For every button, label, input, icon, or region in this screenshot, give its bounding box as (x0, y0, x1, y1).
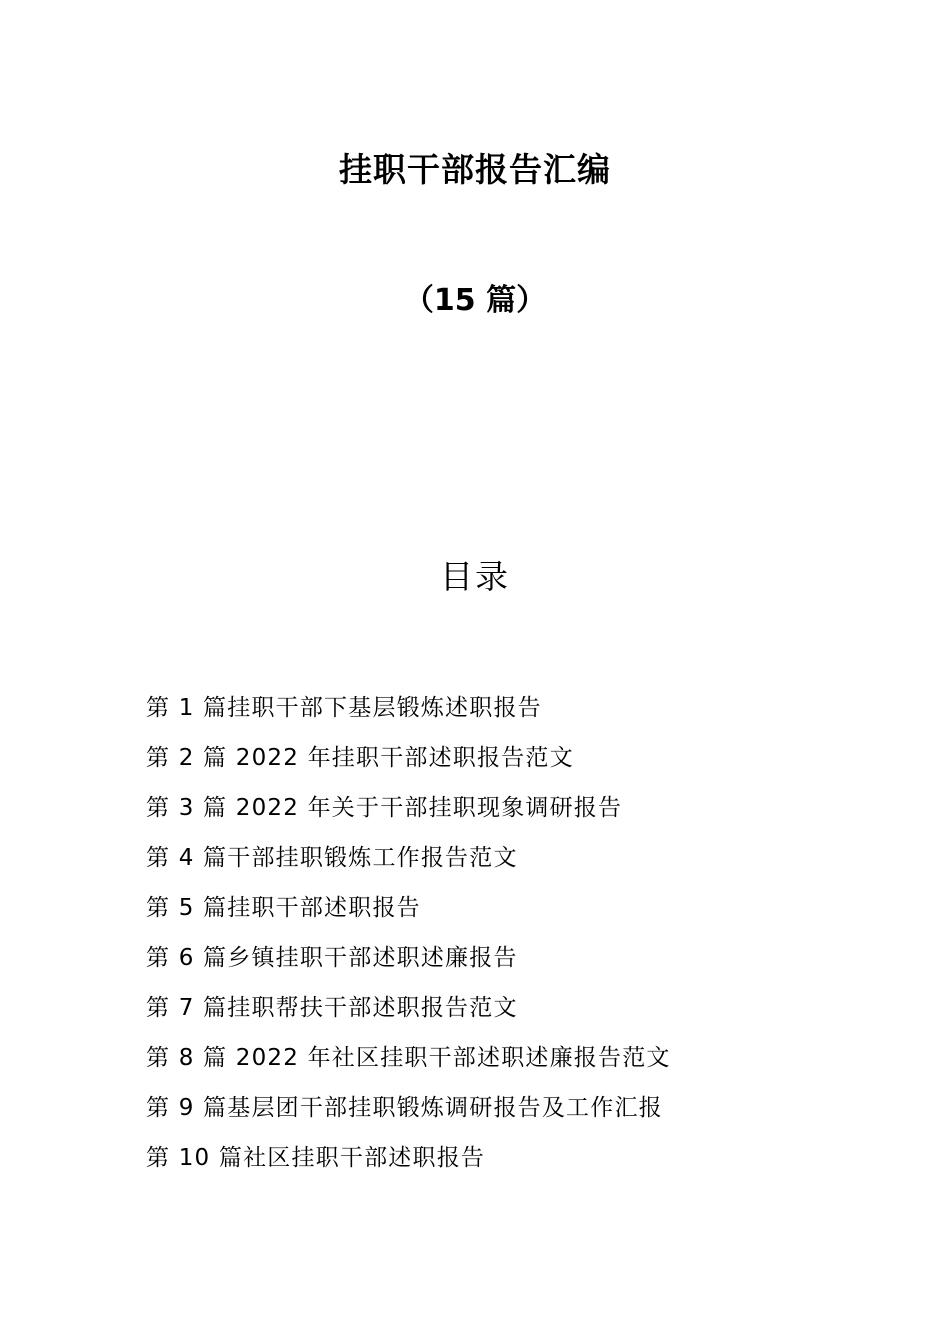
document-subtitle: （15 篇） (403, 283, 547, 318)
table-of-contents (146, 690, 671, 1190)
document-title: 挂职干部报告汇编 (339, 150, 611, 189)
toc-item: 第 6 篇乡镇挂职干部述职述廉报告 (146, 945, 518, 971)
toc-heading: 目录 (440, 557, 510, 596)
toc-item: 第 7 篇挂职帮扶干部述职报告范文 (146, 995, 518, 1021)
toc-item: 第 9 篇基层团干部挂职锻炼调研报告及工作汇报 (146, 1095, 663, 1121)
toc-item: 第 2 篇 2022 年挂职干部述职报告范文 (146, 745, 574, 771)
toc-item: 第 3 篇 2022 年关于干部挂职现象调研报告 (146, 795, 623, 821)
toc-item: 第 4 篇干部挂职锻炼工作报告范文 (146, 845, 518, 871)
toc-item: 第 5 篇挂职干部述职报告 (146, 895, 421, 921)
toc-item: 第 1 篇挂职干部下基层锻炼述职报告 (146, 695, 542, 721)
toc-item: 第 10 篇社区挂职干部述职报告 (146, 1145, 486, 1171)
toc-item: 第 8 篇 2022 年社区挂职干部述职述廉报告范文 (146, 1045, 671, 1071)
